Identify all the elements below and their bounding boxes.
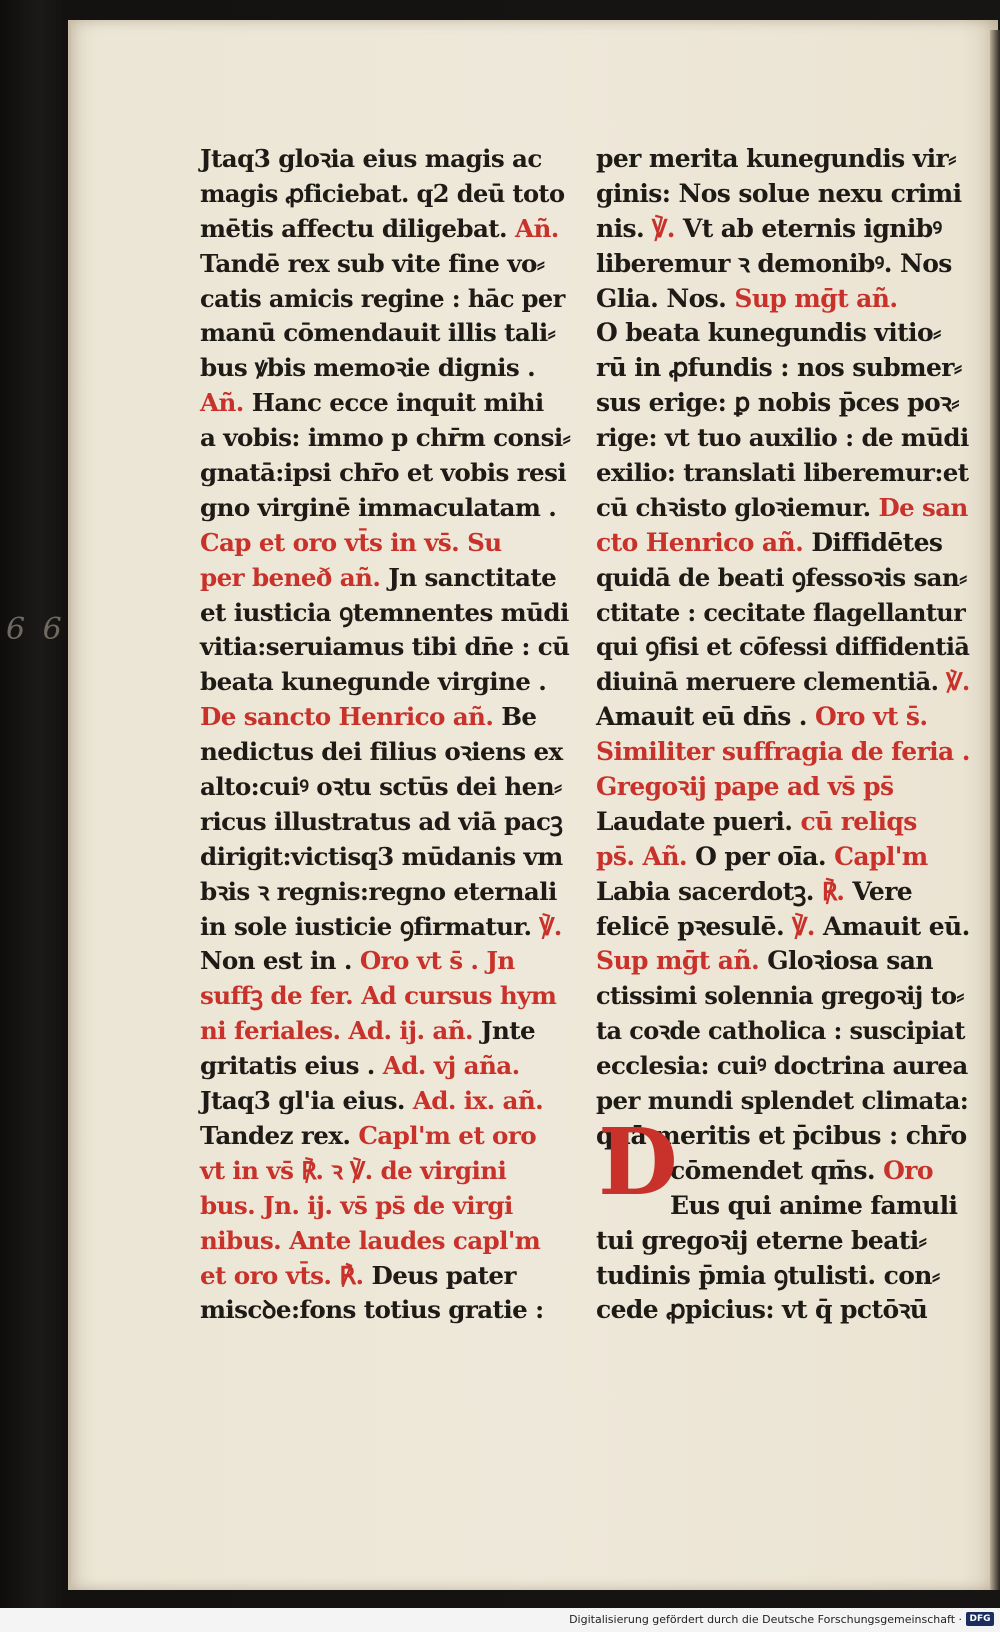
text-line bbox=[200, 491, 570, 526]
text-line bbox=[200, 944, 570, 979]
rubric-text: ℣. bbox=[946, 667, 970, 697]
body-text: cū chꝛisto gloꝛiemur. bbox=[596, 492, 879, 522]
text-line bbox=[200, 456, 570, 491]
text-line bbox=[596, 840, 970, 875]
body-text: Eus qui anime famuli bbox=[670, 1190, 958, 1220]
text-line bbox=[200, 979, 570, 1014]
rubric-text: Gregoꝛij pape ad vs̄ ps̄ bbox=[596, 772, 894, 802]
text-line bbox=[200, 596, 570, 631]
text-line bbox=[596, 630, 970, 665]
text-line bbox=[200, 247, 570, 282]
text-line bbox=[200, 1293, 570, 1328]
text-line bbox=[596, 247, 970, 282]
body-text: liberemur ꝛ demonibꝰ. Nos bbox=[596, 248, 952, 278]
rubric-text: et oro vt̄s. ℟. bbox=[200, 1260, 372, 1290]
text-line bbox=[596, 700, 970, 735]
rubric-text: Cap et oro vt̄s in vs̄. Su bbox=[200, 527, 502, 557]
text-line bbox=[596, 1049, 970, 1084]
text-line bbox=[200, 526, 570, 561]
rubric-text: nibus. Ante laudes capl'm bbox=[200, 1225, 541, 1255]
text-line bbox=[596, 456, 970, 491]
body-text: gno virginē immaculatam . bbox=[200, 492, 557, 522]
text-line bbox=[596, 561, 970, 596]
text-line bbox=[596, 1224, 970, 1259]
rubric-text: De san bbox=[878, 492, 968, 522]
body-text: Jtaq3 gloꝛia eius magis ac bbox=[200, 144, 542, 173]
body-text: exilio: translati liberemur:et bbox=[596, 458, 969, 488]
body-text: quā meritis et p̄cibus : chr̄o bbox=[596, 1120, 967, 1150]
text-line bbox=[200, 840, 570, 875]
rubric-text: Ad. ix. añ. bbox=[412, 1086, 544, 1116]
text-line bbox=[200, 910, 570, 945]
rubric-text: Ad. vj aña. bbox=[382, 1051, 520, 1081]
body-text: et iusticia ꝯtemnentes mūdi bbox=[200, 597, 569, 627]
body-text: O per oīa. bbox=[695, 841, 835, 871]
body-text: Jnte bbox=[480, 1016, 536, 1046]
margin-note: 6 6 bbox=[6, 612, 66, 647]
body-text: dirigit:victisq3 mūdanis vm bbox=[200, 841, 563, 871]
body-text: magis ꝓficiebat. q2 deū toto bbox=[200, 178, 565, 208]
rubric-text: Añ. bbox=[515, 213, 559, 243]
body-text: O beata kunegundis vitio⸗ bbox=[596, 318, 941, 348]
text-line bbox=[596, 316, 970, 351]
body-text: felicē pꝛesulē. bbox=[596, 911, 793, 941]
body-text: Be bbox=[501, 702, 537, 732]
text-line bbox=[200, 386, 570, 421]
dfg-logo: DFG bbox=[966, 1612, 994, 1626]
body-text: nedictus dei filius oꝛiens ex bbox=[200, 737, 563, 767]
rubric-text: Sup mḡt añ. bbox=[596, 946, 768, 976]
body-text: bꝛis ꝛ regnis:regno eternali bbox=[200, 876, 557, 906]
rubric-text: ni feriales. Ad. ij. añ. bbox=[200, 1016, 481, 1046]
body-text: diuinā meruere clementiā. bbox=[596, 667, 947, 697]
text-line bbox=[200, 1154, 570, 1189]
text-line bbox=[200, 735, 570, 770]
body-text: miscꝺe:fons totius gratie : bbox=[200, 1295, 544, 1325]
body-text: Glia. Nos. bbox=[596, 283, 735, 313]
body-text: per merita kunegundis vir⸗ bbox=[596, 144, 956, 173]
text-line bbox=[596, 665, 970, 700]
text-line bbox=[596, 1293, 970, 1328]
rubric-text: vt in vs̄ ℟. ꝛ ℣. de virgini bbox=[200, 1155, 507, 1185]
body-text: bus ꝟbis memoꝛie dignis . bbox=[200, 353, 536, 383]
text-line bbox=[596, 177, 970, 212]
drop-initial: D bbox=[598, 1108, 678, 1216]
text-line bbox=[200, 351, 570, 386]
rubric-text: Oro bbox=[883, 1155, 933, 1185]
text-line bbox=[200, 1049, 570, 1084]
body-text: ricus illustratus ad viā pacꝫ bbox=[200, 806, 563, 836]
body-text: Jtaq3 gl'ia eius. bbox=[200, 1086, 413, 1116]
rubric-text: bus. Jn. ij. vs̄ ps̄ de virgi bbox=[200, 1190, 513, 1220]
body-text: Hanc ecce inquit mihi bbox=[251, 388, 544, 418]
text-line bbox=[200, 770, 570, 805]
text-line bbox=[200, 805, 570, 840]
rubric-text: De sancto Henrico añ. bbox=[200, 702, 502, 732]
body-text: Amauit eū. bbox=[814, 911, 970, 941]
rubric-text: ℣. bbox=[539, 911, 562, 941]
rubric-text: suffꝫ de fer. Ad cursus hym bbox=[200, 981, 557, 1011]
text-line bbox=[596, 142, 970, 177]
body-text: Diffidētes bbox=[811, 527, 943, 557]
body-text: ctissimi solennia gregoꝛij to⸗ bbox=[596, 981, 964, 1011]
body-text: Gloꝛiosa san bbox=[767, 946, 933, 976]
text-line bbox=[200, 421, 570, 456]
rubric-text: Oro vt s̄. bbox=[815, 702, 928, 732]
text-line bbox=[200, 700, 570, 735]
text-line bbox=[200, 1014, 570, 1049]
body-text: Amauit eū dn̄s . bbox=[596, 702, 816, 732]
rubric-text: ℣. bbox=[652, 213, 675, 243]
body-text: ginis: Nos solue nexu crimi bbox=[596, 178, 962, 208]
text-line bbox=[200, 142, 570, 177]
rubric-text: ℣. bbox=[792, 911, 815, 941]
body-text: catis amicis regine : hāc per bbox=[200, 283, 565, 313]
text-line bbox=[596, 770, 970, 805]
body-text: Vt ab eternis ignibꝰ bbox=[674, 213, 942, 243]
body-text: in sole iusticie ꝯfirmatur. bbox=[200, 911, 540, 941]
rubric-text: Similiter suffragia de feria . bbox=[596, 737, 970, 767]
rubric-text: Sup mḡt añ. bbox=[734, 283, 898, 313]
body-text: Tandez rex. bbox=[200, 1120, 359, 1150]
text-line bbox=[200, 316, 570, 351]
rubric-text: Capl'm bbox=[834, 841, 928, 871]
text-line bbox=[200, 1084, 570, 1119]
body-text: gnatā:ipsi chr̄o et vobis resi bbox=[200, 458, 567, 488]
body-text: rū in ꝓfundis : nos submer⸗ bbox=[596, 353, 962, 383]
body-text: tudinis p̄mia ꝯtulisti. con⸗ bbox=[596, 1260, 940, 1290]
text-line bbox=[596, 1014, 970, 1049]
text-line bbox=[200, 212, 570, 247]
text-line bbox=[596, 596, 970, 631]
text-line bbox=[596, 526, 970, 561]
body-text: ctitate : cecitate flagellantur bbox=[596, 597, 966, 627]
body-text: Labia sacerdotꝫ. bbox=[596, 876, 822, 906]
text-line bbox=[596, 1259, 970, 1294]
body-text: nis. bbox=[596, 213, 653, 243]
body-text: beata kunegunde virgine . bbox=[200, 667, 547, 697]
text-line bbox=[596, 875, 970, 910]
text-line bbox=[596, 910, 970, 945]
text-line bbox=[596, 421, 970, 456]
rubric-text: per beneð añ. bbox=[200, 562, 389, 592]
body-text: a vobis: immo p chr̄m consi⸗ bbox=[200, 423, 571, 453]
text-line bbox=[596, 351, 970, 386]
rubric-text: cto Henrico añ. bbox=[596, 527, 812, 557]
rubric-text: Capl'm et oro bbox=[358, 1120, 537, 1150]
body-text: mētis affectu diligebat. bbox=[200, 213, 515, 243]
body-text: Jn sanctitate bbox=[388, 562, 557, 592]
body-text: Non est in . bbox=[200, 946, 360, 976]
body-text: rige: vt tuo auxilio : de mūdi bbox=[596, 423, 969, 453]
rubric-text: Añ. bbox=[200, 388, 252, 418]
text-line bbox=[596, 491, 970, 526]
body-text: gritatis eius . bbox=[200, 1051, 383, 1081]
rubric-text: cū reliqs bbox=[800, 806, 917, 836]
text-line bbox=[596, 282, 970, 317]
page-edge bbox=[990, 30, 1000, 1590]
body-text: tui gregoꝛij eterne beati⸗ bbox=[596, 1225, 927, 1255]
rubric-text: ℟. bbox=[821, 876, 845, 906]
body-text: manū cōmendauit illis tali⸗ bbox=[200, 318, 556, 348]
text-line bbox=[200, 630, 570, 665]
text-line bbox=[596, 386, 970, 421]
body-text: qui ꝯfisi et cōfessi diffidentiā bbox=[596, 632, 970, 662]
body-text: Vere bbox=[844, 876, 913, 906]
body-text: quidā de beati ꝯfessoꝛis san⸗ bbox=[596, 562, 967, 592]
rubric-text: ps̄. Añ. bbox=[596, 841, 696, 871]
rubric-text: Oro vt s̄ . Jn bbox=[359, 946, 515, 976]
text-line bbox=[596, 944, 970, 979]
left-text-column bbox=[200, 142, 570, 1328]
funding-notice: Digitalisierung gefördert durch die Deutsche Forschungsgemeinschaft · bbox=[569, 1613, 962, 1626]
text-line bbox=[200, 177, 570, 212]
text-line bbox=[200, 1119, 570, 1154]
text-line bbox=[596, 212, 970, 247]
text-line bbox=[200, 1189, 570, 1224]
text-line bbox=[200, 875, 570, 910]
body-text: Deus pater bbox=[371, 1260, 516, 1290]
text-line bbox=[200, 1259, 570, 1294]
footer-bar bbox=[0, 1608, 1000, 1632]
text-line bbox=[200, 561, 570, 596]
body-text: cede ꝓpicius: vt q̄ pctōꝛū bbox=[596, 1295, 928, 1325]
body-text: ecclesia: cuiꝰ doctrina aurea bbox=[596, 1051, 968, 1081]
body-text: per mundi splendet climata: bbox=[596, 1086, 969, 1116]
text-line bbox=[200, 1224, 570, 1259]
body-text: sus erige: ꝑ nobis p̄ces poꝛ⸗ bbox=[596, 388, 960, 418]
body-text: Laudate pueri. bbox=[596, 806, 801, 836]
body-text: Tandē rex sub vite fine vo⸗ bbox=[200, 248, 545, 278]
body-text: alto:cuiꝰ oꝛtu sctūs dei hen⸗ bbox=[200, 772, 562, 802]
body-text: ta coꝛde catholica : suscipiat bbox=[596, 1016, 965, 1046]
text-line bbox=[596, 979, 970, 1014]
text-line bbox=[200, 282, 570, 317]
body-text: cōmendet qm̄s. bbox=[670, 1155, 884, 1185]
text-line bbox=[596, 735, 970, 770]
text-line bbox=[596, 805, 970, 840]
text-line bbox=[200, 665, 570, 700]
body-text: vitia:seruiamus tibi dn̄e : cū bbox=[200, 632, 570, 662]
